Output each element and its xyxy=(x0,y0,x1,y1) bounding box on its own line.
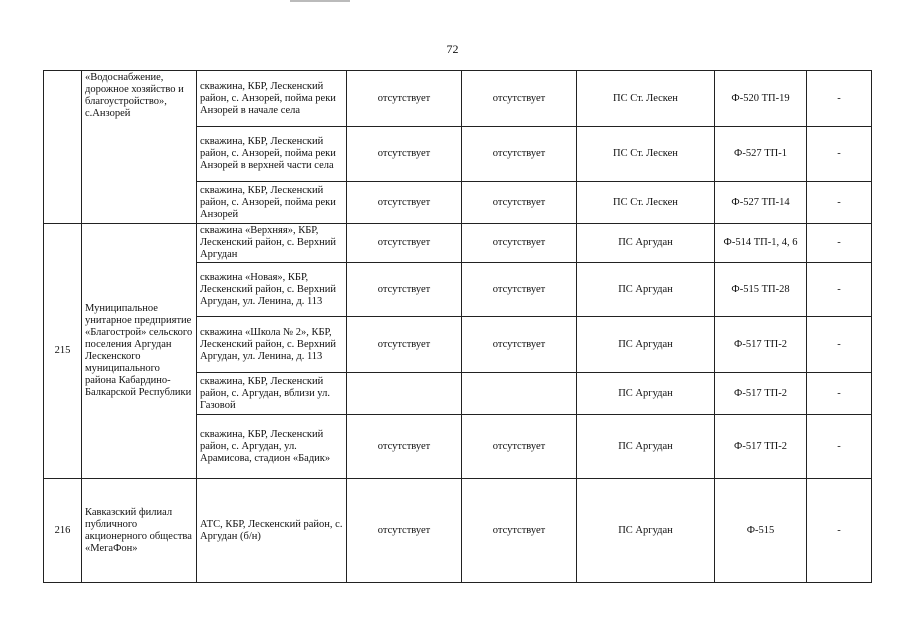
feeder-cell: Ф-517 ТП-2 xyxy=(715,317,807,373)
location-cell: АТС, КБР, Лескенский район, с. Аргудан (б/н) xyxy=(197,479,347,583)
feeder-cell: Ф-517 ТП-2 xyxy=(715,415,807,479)
status-cell: отсутствует xyxy=(347,415,462,479)
status-cell: отсутствует xyxy=(347,127,462,182)
organization-cell: Муниципальное унитарное предприятие «Благострой» сельского поселения Аргудан Лескенского муниципального района Кабардино-Балкарской Республики xyxy=(82,224,197,479)
status-cell: отсутствует xyxy=(347,479,462,583)
table-row xyxy=(44,479,872,583)
feeder-cell: Ф-515 ТП-28 xyxy=(715,263,807,317)
substation-cell: ПС Ст. Лескен xyxy=(577,71,715,127)
status-cell: отсутствует xyxy=(462,71,577,127)
top-edge-mark xyxy=(290,0,350,2)
substation-cell: ПС Аргудан xyxy=(577,263,715,317)
row-number-cell: 215 xyxy=(44,224,82,479)
status-cell: отсутствует xyxy=(462,127,577,182)
status-cell: отсутствует xyxy=(347,317,462,373)
location-cell: скважина, КБР, Лескенский район, с. Анзорей, пойма реки Анзорей xyxy=(197,182,347,224)
last-cell: - xyxy=(807,317,872,373)
feeder-cell: Ф-527 ТП-14 xyxy=(715,182,807,224)
last-cell: - xyxy=(807,224,872,263)
last-cell: - xyxy=(807,263,872,317)
location-cell: скважина, КБР, Лескенский район, с. Анзорей, поймa реки Анзорей в начале села xyxy=(197,71,347,127)
last-cell: - xyxy=(807,71,872,127)
location-cell: скважина, КБР, Лескенский район, с. Анзорей, пойма реки Анзорей в верхней части села xyxy=(197,127,347,182)
status-cell: отсутствует xyxy=(462,182,577,224)
status-cell: отсутствует xyxy=(347,224,462,263)
status-cell: отсутствует xyxy=(462,317,577,373)
organization-cell: Кавказский филиал публичного акционерного общества «МегаФон» xyxy=(82,479,197,583)
last-cell: - xyxy=(807,182,872,224)
page-number: 72 xyxy=(446,42,459,56)
status-cell xyxy=(462,373,577,415)
location-cell: скважина, КБР, Лескенский район, с. Аргудан, вблизи ул. Газовой xyxy=(197,373,347,415)
feeder-cell: Ф-515 xyxy=(715,479,807,583)
substation-cell: ПС Аргудан xyxy=(577,317,715,373)
feeder-cell: Ф-520 ТП-19 xyxy=(715,71,807,127)
table-row xyxy=(44,71,872,127)
facilities-table xyxy=(43,70,872,583)
organization-cell: «Водоснабжение, дорожное хозяйство и благоустройство», с.Анзорей xyxy=(82,71,197,224)
feeder-cell: Ф-514 ТП-1, 4, 6 xyxy=(715,224,807,263)
status-cell: отсутствует xyxy=(462,263,577,317)
substation-cell: ПС Аргудан xyxy=(577,415,715,479)
feeder-cell: Ф-517 ТП-2 xyxy=(715,373,807,415)
status-cell: отсутствует xyxy=(462,479,577,583)
feeder-cell: Ф-527 ТП-1 xyxy=(715,127,807,182)
last-cell: - xyxy=(807,479,872,583)
status-cell: отсутствует xyxy=(347,71,462,127)
location-cell: скважина «Верхняя», КБР, Лескенский район, с. Верхний Аргудан xyxy=(197,224,347,263)
substation-cell: ПС Аргудан xyxy=(577,479,715,583)
last-cell: - xyxy=(807,415,872,479)
status-cell: отсутствует xyxy=(462,415,577,479)
substation-cell: ПС Ст. Лескен xyxy=(577,182,715,224)
table-row xyxy=(44,224,872,263)
substation-cell: ПС Аргудан xyxy=(577,373,715,415)
row-number-cell xyxy=(44,71,82,224)
status-cell: отсутствует xyxy=(347,263,462,317)
status-cell: отсутствует xyxy=(347,182,462,224)
last-cell: - xyxy=(807,127,872,182)
last-cell: - xyxy=(807,373,872,415)
location-cell: скважина «Новая», КБР, Лескенский район, с. Верхний Аргудан, ул. Ленина, д. 113 xyxy=(197,263,347,317)
substation-cell: ПС Аргудан xyxy=(577,224,715,263)
status-cell: отсутствует xyxy=(462,224,577,263)
location-cell: скважина «Школа № 2», КБР, Лескенский район, с. Верхний Аргудан, ул. Ленина, д. 113 xyxy=(197,317,347,373)
substation-cell: ПС Ст. Лескен xyxy=(577,127,715,182)
status-cell xyxy=(347,373,462,415)
location-cell: скважина, КБР, Лескенский район, с. Аргудан, ул. Арамисова, стадион «Бадик» xyxy=(197,415,347,479)
row-number-cell: 216 xyxy=(44,479,82,583)
